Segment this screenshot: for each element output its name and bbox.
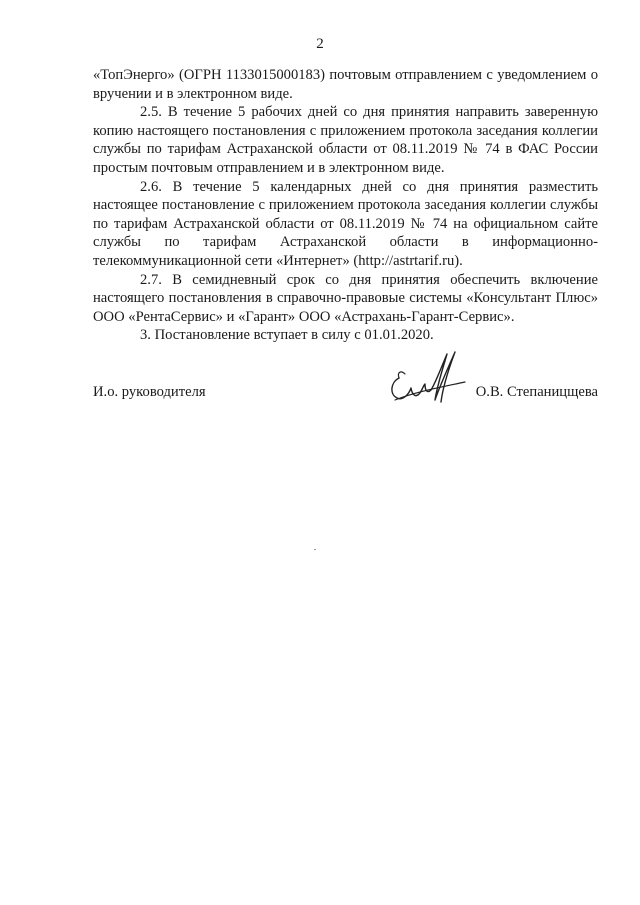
paragraph-2-5: 2.5. В течение 5 рабочих дней со дня принятия направить заверенную копию настоящего постановления с приложением протокола заседания коллегии службы по тарифам Астраханской области от 08.11.2019 № 74 в ФАС России простым почтовым отправлением и в электронном виде.	[93, 104, 598, 176]
scan-speck	[314, 549, 316, 550]
handwritten-signature	[385, 348, 471, 412]
signer-name: О.В. Степаницщева	[475, 384, 598, 400]
paragraph-3: 3. Постановление вступает в силу с 01.01.2020.	[140, 327, 434, 344]
signer-title: И.о. руководителя	[93, 384, 206, 400]
document-body	[93, 66, 598, 345]
page-number: 2	[316, 36, 324, 52]
paragraph-2-6: 2.6. В течение 5 календарных дней со дня принятия разместить настоящее постановление с приложением протокола заседания коллегии службы по тарифам Астраханской области от 08.11.2019 № 74 на официальном сайте службы по тарифам Астраханской области в информационно-телекоммуникационной сети «Интернет» (http://astrtarif.ru).	[93, 178, 598, 269]
paragraph-continuation: «ТопЭнерго» (ОГРН 1133015000183) почтовым отправлением с уведомлением о вручении и в электронном виде.	[93, 67, 598, 102]
paragraph-2-7: 2.7. В семидневный срок со дня принятия обеспечить включение настоящего постановления в справочно-правовые системы «Консультант Плюс» ООО «РентаСервис» и «Гарант» ООО «Астрахань-Гарант-Сервис».	[93, 271, 598, 325]
